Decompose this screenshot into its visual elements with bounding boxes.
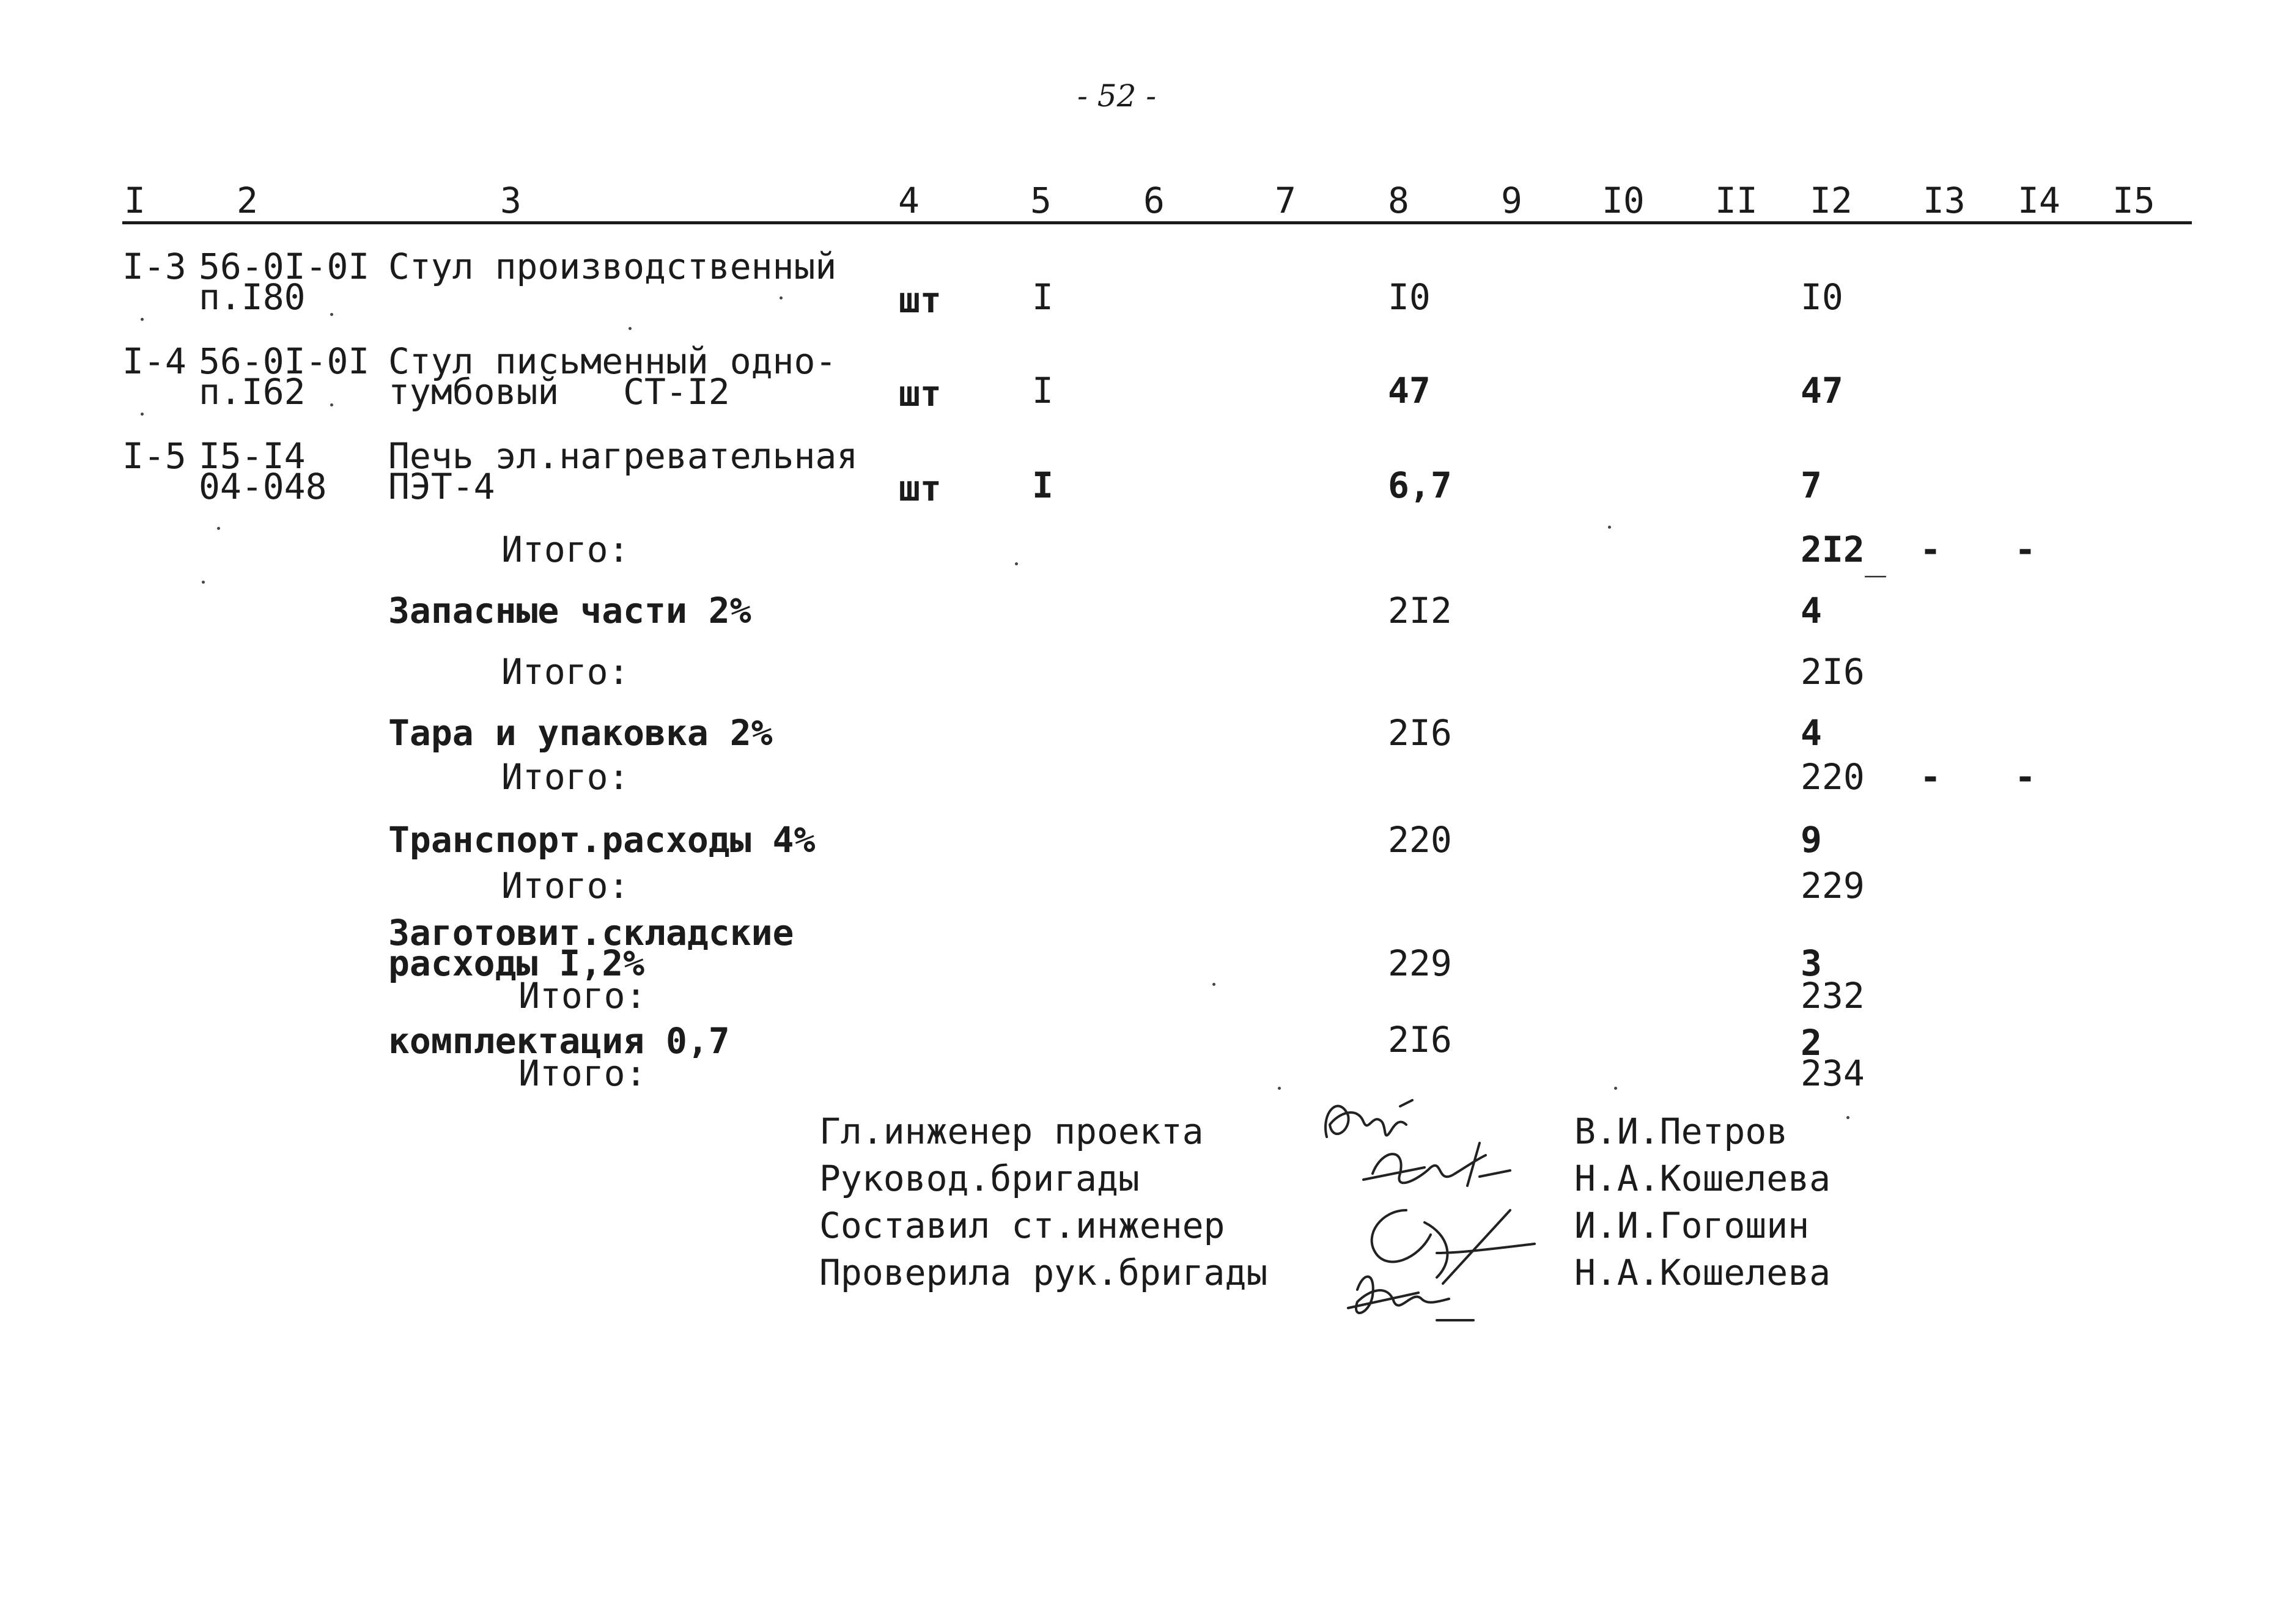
summary-label: Итого:: [501, 529, 630, 570]
scan-speck: [141, 413, 144, 416]
column-header: I0: [1602, 180, 1645, 221]
signer-name: Н.А.Кошелева: [1574, 1158, 1831, 1199]
scan-speck: [1846, 1116, 1849, 1119]
column-header: I4: [2018, 180, 2060, 221]
scan-speck: [141, 318, 144, 321]
scan-speck: [1614, 1087, 1617, 1090]
total-price: 7: [1801, 465, 1822, 506]
summary-total: 229: [1801, 865, 1865, 906]
summary-label-continued: расходы I,2%: [388, 942, 645, 984]
column-header: 2: [237, 180, 258, 221]
price-code: 56-0I-0I: [199, 340, 370, 382]
scan-speck: [1212, 983, 1215, 986]
summary-dash: -: [2015, 756, 2036, 798]
unit-price: I0: [1388, 276, 1431, 318]
signer-name: В.И.Петров: [1574, 1111, 1788, 1152]
signer-role: Проверила рук.бригады: [819, 1252, 1268, 1293]
quantity: I: [1032, 465, 1053, 506]
summary-label: Итого:: [501, 756, 630, 798]
quantity: I: [1032, 276, 1053, 318]
summary-base: 2I6: [1388, 1019, 1452, 1060]
summary-label: Итого:: [501, 865, 630, 906]
signer-name: И.И.Гогошин: [1574, 1205, 1810, 1246]
scan-speck: [780, 296, 783, 299]
price-code: 56-0I-0I: [199, 246, 370, 287]
row-number: I-4: [122, 340, 186, 382]
column-header: 6: [1143, 180, 1165, 221]
summary-total: 2I6: [1801, 651, 1865, 693]
signer-role: Руковод.бригады: [819, 1158, 1140, 1199]
summary-label: Заготовит.складские: [388, 912, 794, 953]
column-header: 8: [1388, 180, 1409, 221]
item-name-continued: ПЭТ-4: [388, 466, 495, 507]
item-name: Печь эл.нагревательная: [388, 435, 858, 477]
total-price: I0: [1801, 276, 1843, 318]
row-number: I-3: [122, 246, 186, 287]
column-header: 9: [1501, 180, 1522, 221]
signer-name: Н.А.Кошелева: [1574, 1252, 1831, 1293]
summary-total: 2I2: [1801, 529, 1865, 570]
summary-total: 220: [1801, 756, 1865, 798]
unit: шт: [899, 373, 942, 414]
header-rule: [122, 221, 2192, 224]
summary-label: Итого:: [518, 1053, 647, 1094]
summary-base: 220: [1388, 819, 1452, 861]
scan-speck: [1015, 562, 1018, 565]
unit-price: 47: [1388, 370, 1431, 411]
column-header: 5: [1030, 180, 1052, 221]
column-header: 4: [898, 180, 920, 221]
summary-base: 229: [1388, 942, 1452, 984]
summary-label: Транспорт.расходы 4%: [388, 819, 816, 861]
summary-total: 232: [1801, 975, 1865, 1016]
summary-label: Запасные части 2%: [388, 590, 751, 631]
column-header: I5: [2112, 180, 2155, 221]
summary-dash: -: [1920, 756, 1941, 798]
column-header: II: [1715, 180, 1758, 221]
price-code-item: 04-048: [199, 466, 327, 507]
scan-speck: [217, 527, 220, 530]
row-number: I-5: [122, 435, 186, 477]
summary-label: комплектация 0,7: [388, 1020, 730, 1062]
total-price: 47: [1801, 370, 1843, 411]
underline-mark: _: [1865, 536, 1886, 578]
handwritten-signatures: [1314, 1088, 1559, 1345]
summary-total: 4: [1801, 590, 1822, 631]
item-name: Стул письменный одно-: [388, 340, 837, 382]
unit-price: 6,7: [1388, 465, 1452, 506]
unit: шт: [899, 468, 942, 509]
summary-base: 2I2: [1388, 590, 1452, 631]
column-header: I: [124, 180, 146, 221]
signer-role: Гл.инженер проекта: [819, 1111, 1204, 1152]
column-header: 3: [500, 180, 522, 221]
quantity: I: [1032, 370, 1053, 411]
price-code-item: п.I80: [199, 276, 306, 318]
signer-role: Составил ст.инженер: [819, 1205, 1225, 1246]
summary-total: 4: [1801, 712, 1822, 754]
price-code: I5-I4: [199, 435, 306, 477]
column-header: I3: [1923, 180, 1966, 221]
summary-total: 9: [1801, 819, 1822, 861]
item-name: Стул производственный: [388, 246, 837, 287]
scan-speck: [202, 581, 205, 584]
scan-speck: [330, 313, 333, 316]
column-header: I2: [1810, 180, 1853, 221]
scan-speck: [1608, 526, 1611, 529]
unit: шт: [899, 279, 942, 321]
summary-label: Итого:: [501, 651, 630, 693]
summary-dash: -: [2015, 529, 2036, 570]
scan-speck: [1278, 1087, 1281, 1090]
price-code-item: п.I62: [199, 371, 306, 413]
summary-total: 3: [1801, 942, 1822, 984]
page-number: - 52 -: [1077, 78, 1157, 114]
item-name-continued: тумбовый СТ-I2: [388, 371, 730, 413]
scan-speck: [629, 327, 632, 330]
summary-total: 234: [1801, 1053, 1865, 1094]
summary-label: Тара и упаковка 2%: [388, 712, 773, 754]
scan-speck: [330, 403, 333, 406]
summary-total: 2: [1801, 1022, 1822, 1064]
summary-dash: -: [1920, 529, 1941, 570]
column-header: 7: [1275, 180, 1296, 221]
summary-base: 2I6: [1388, 712, 1452, 754]
summary-label: Итого:: [518, 975, 647, 1016]
